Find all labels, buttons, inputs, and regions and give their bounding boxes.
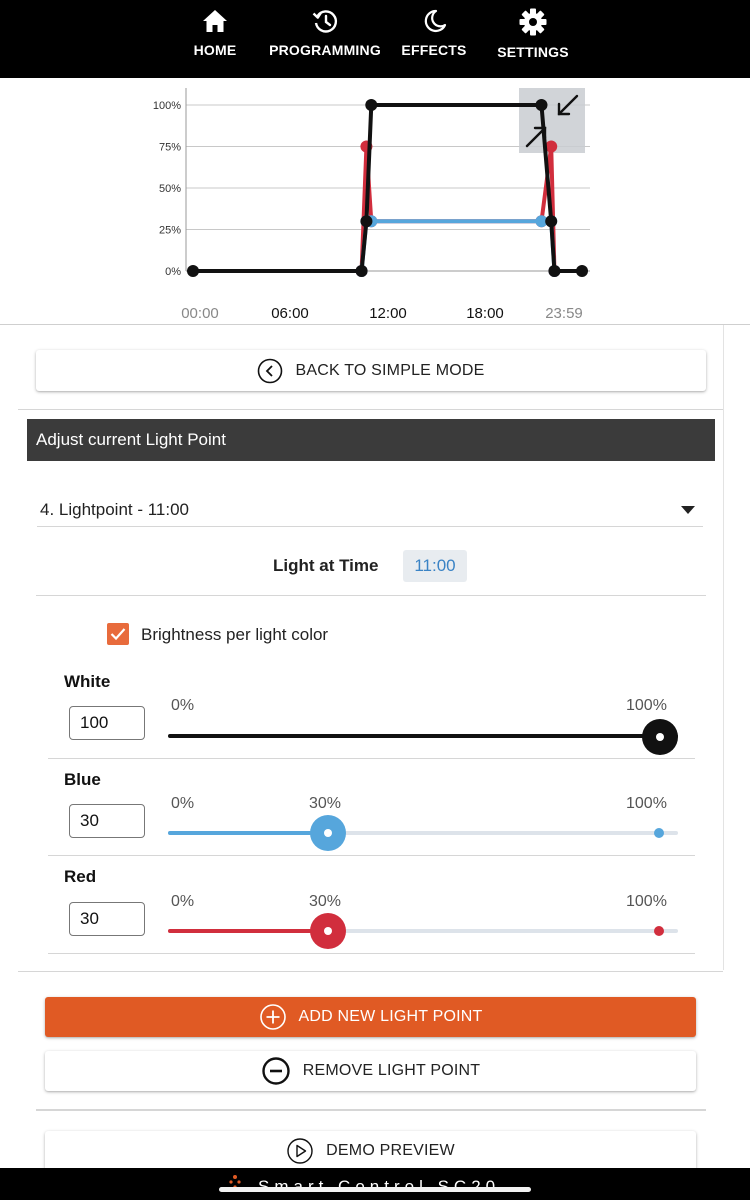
demo-button-label: DEMO PREVIEW	[326, 1142, 455, 1159]
data-point-white	[365, 99, 377, 111]
red-max-label: 100%	[626, 893, 667, 910]
blue-slider-knob[interactable]	[310, 815, 346, 851]
series-line-red	[362, 147, 555, 272]
demo-preview-button[interactable]	[45, 1131, 696, 1171]
plus-circle-icon	[259, 1003, 287, 1031]
section-title: Adjust current Light Point	[27, 419, 715, 461]
y-tick-label: 50%	[158, 183, 181, 195]
red-channel-title: Red	[64, 867, 97, 886]
x-tick-label: 06:00	[271, 305, 309, 322]
brightness-per-color-checkbox[interactable]	[107, 623, 129, 645]
divider	[18, 409, 723, 410]
white-value-input[interactable]: 100	[69, 706, 145, 740]
data-point-white	[187, 265, 199, 277]
blue-channel-title: Blue	[64, 770, 101, 789]
data-point-white	[548, 265, 560, 277]
nav-settings-label: SETTINGS	[497, 44, 569, 60]
history-icon	[311, 8, 339, 34]
red-current-label: 30%	[309, 893, 342, 910]
y-tick-label: 25%	[158, 224, 181, 237]
nav-home[interactable]	[180, 0, 250, 78]
data-point-white	[356, 265, 368, 277]
white-slider-track[interactable]	[168, 734, 678, 738]
add-light-point-button[interactable]	[45, 997, 696, 1037]
back-button-label: BACK TO SIMPLE MODE	[295, 361, 485, 379]
home-icon	[201, 8, 229, 34]
remove-light-point-button[interactable]	[45, 1051, 696, 1091]
bottom-brand-bar	[0, 1168, 750, 1200]
blue-current-label: 30%	[309, 795, 342, 812]
blue-slider-end-dot	[654, 828, 664, 838]
y-tick-label: 100%	[152, 100, 181, 112]
home-indicator[interactable]	[219, 1187, 531, 1192]
nav-home-label: HOME	[193, 42, 237, 58]
chevron-left-circle-icon	[257, 358, 283, 384]
blue-slider-fill	[168, 831, 328, 835]
white-channel-title: White	[64, 672, 111, 691]
top-navigation	[0, 0, 750, 78]
y-tick-label: 0%	[165, 266, 181, 278]
x-tick-label: 18:00	[466, 305, 504, 322]
series-line-blue	[362, 221, 555, 271]
add-button-label: ADD NEW LIGHT POINT	[298, 1008, 483, 1025]
lightpoint-select[interactable]	[37, 494, 703, 527]
nav-effects-label: EFFECTS	[401, 42, 467, 58]
time-label: Light at Time	[273, 556, 379, 575]
y-tick-label: 75%	[158, 141, 181, 154]
divider	[36, 1109, 706, 1111]
divider	[48, 758, 695, 759]
brightness-per-color-label: Brightness per light color	[141, 625, 329, 644]
red-slider-end-dot	[654, 926, 664, 936]
x-tick-label: 23:59	[545, 305, 583, 322]
divider	[48, 953, 695, 954]
time-value-field[interactable]: 11:00	[403, 550, 467, 582]
data-point-white	[360, 215, 372, 227]
panel-border	[723, 325, 724, 970]
x-tick-label: 12:00	[369, 305, 407, 322]
divider	[36, 595, 706, 596]
divider	[48, 855, 695, 856]
remove-button-label: REMOVE LIGHT POINT	[302, 1062, 481, 1079]
white-max-label: 100%	[626, 697, 667, 714]
moon-icon	[420, 8, 448, 34]
light-schedule-chart[interactable]	[0, 78, 750, 324]
chart-divider	[0, 324, 750, 325]
white-slider-knob[interactable]	[642, 719, 678, 755]
nav-programming[interactable]	[265, 0, 385, 78]
x-tick-label: 00:00	[181, 305, 219, 322]
caret-down-icon	[681, 506, 695, 514]
red-slider-knob[interactable]	[310, 913, 346, 949]
blue-value-input[interactable]: 30	[69, 804, 145, 838]
play-circle-icon	[286, 1137, 314, 1165]
data-point-white	[576, 265, 588, 277]
red-min-label: 0%	[171, 893, 195, 910]
red-value-input[interactable]: 30	[69, 902, 145, 936]
back-to-simple-mode-button[interactable]	[36, 350, 706, 391]
nav-settings[interactable]	[492, 0, 574, 78]
blue-min-label: 0%	[171, 795, 195, 812]
data-point-white	[545, 215, 557, 227]
chart-svg[interactable]	[0, 78, 750, 324]
red-slider-fill	[168, 929, 328, 933]
data-point-white	[535, 99, 547, 111]
lightpoint-select-value: 4. Lightpoint - 11:00	[40, 500, 190, 519]
blue-max-label: 100%	[626, 795, 667, 812]
white-min-label: 0%	[171, 697, 195, 714]
nav-programming-label: PROGRAMMING	[269, 42, 381, 58]
gear-icon	[518, 8, 548, 36]
minus-circle-icon	[261, 1056, 291, 1086]
nav-effects[interactable]	[398, 0, 470, 78]
checkmark-icon	[110, 627, 126, 641]
divider	[18, 971, 723, 972]
